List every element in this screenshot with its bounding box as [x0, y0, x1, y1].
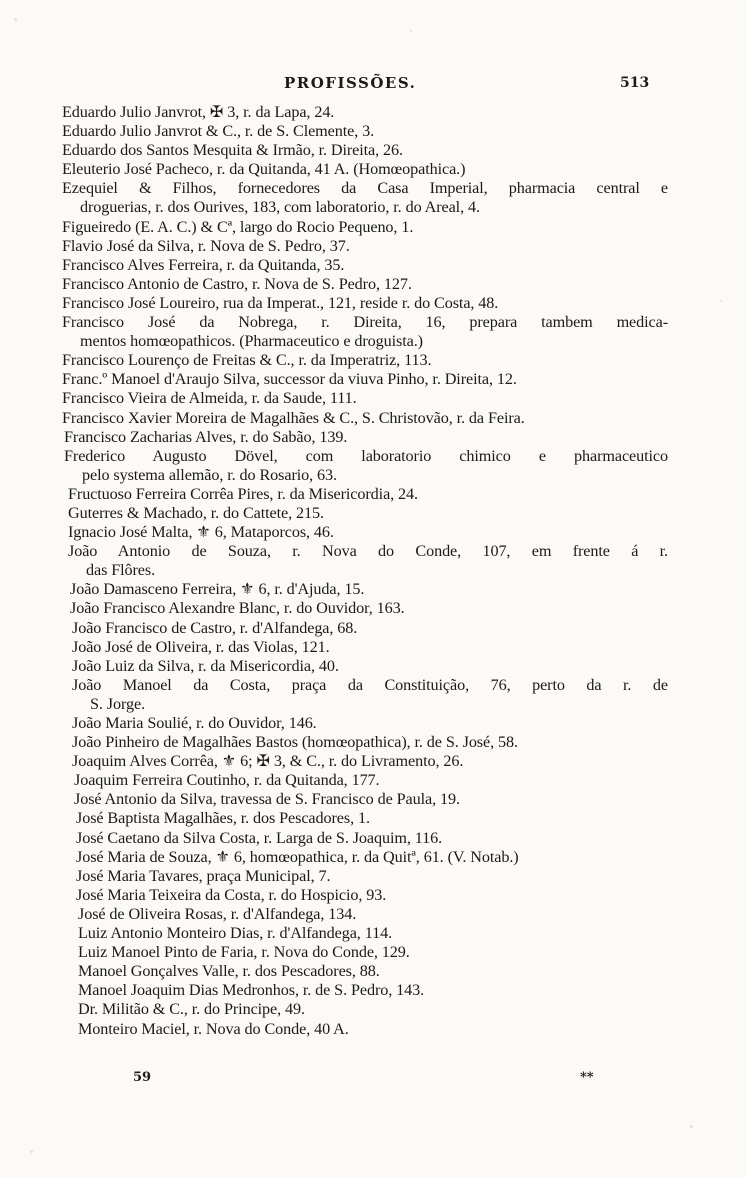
entry-line: Francisco Xavier Moreira de Magalhães & C., S. Christovão, r. da Feira. [62, 408, 525, 427]
entry-line: João Damasceno Ferreira, ⚜ 6, r. d'Ajuda, 15. [70, 580, 365, 599]
directory-entry [72, 714, 747, 733]
directory-entry [72, 676, 747, 714]
directory-entry [72, 752, 747, 771]
paper-speck [14, 18, 17, 21]
entry-line: Francisco José Loureiro, rua da Imperat., 121, reside r. do Costa, 48. [62, 293, 499, 312]
entry-line: Flavio José da Silva, r. Nova de S. Pedro, 37. [62, 236, 350, 255]
entry-line: José Baptista Magalhães, r. dos Pescadores, 1. [76, 809, 370, 828]
directory-entry [74, 771, 747, 790]
directory-entry [68, 504, 747, 523]
entry-line: Monteiro Maciel, r. Nova do Conde, 40 A. [78, 1019, 349, 1038]
entry-continuation-line: mentos homœopathicos. (Pharmaceutico e droguista.) [80, 332, 423, 351]
directory-entry [62, 275, 747, 294]
directory-entry [74, 790, 747, 809]
entry-line: José Maria Teixeira da Costa, r. do Hospicio, 93. [76, 885, 387, 904]
entry-line: Luiz Antonio Monteiro Dias, r. d'Alfandega, 114. [78, 924, 393, 943]
directory-entry [78, 943, 747, 962]
directory-entry [78, 981, 747, 1000]
directory-entry [62, 294, 747, 313]
directory-entry [64, 428, 747, 447]
directory-entry [62, 218, 747, 237]
entry-line: Manoel Gonçalves Valle, r. dos Pescadores, 88. [78, 962, 380, 981]
directory-entry [68, 523, 747, 542]
paper-speck [410, 30, 412, 32]
entry-line: Eduardo Julio Janvrot & C., r. de S. Clemente, 3. [62, 122, 375, 141]
entry-line: João José de Oliveira, r. das Violas, 121. [72, 637, 330, 656]
page-number: 513 [620, 75, 650, 91]
entry-line: José Maria de Souza, ⚜ 6, homœopathica, r. da Quitª, 61. (V. Notab.) [76, 847, 519, 866]
directory-entry [62, 351, 747, 370]
entry-line: Ezequiel & Filhos, fornecedores da Casa Imperial, pharmacia central e [62, 179, 668, 198]
entry-line: Figueiredo (E. A. C.) & Cª, largo do Rocio Pequeno, 1. [62, 217, 414, 236]
entry-line: Ignacio José Malta, ⚜ 6, Mataporcos, 46. [68, 523, 334, 542]
signature-mark: 59 [133, 1070, 152, 1085]
directory-entry [72, 657, 747, 676]
directory-entry [72, 638, 747, 657]
directory-entry [70, 599, 747, 618]
directory-entry [62, 237, 747, 256]
entry-line: João Pinheiro de Magalhães Bastos (homœopathica), r. de S. José, 58. [72, 733, 518, 752]
entry-continuation-line: S. Jorge. [90, 694, 146, 713]
entry-line: Dr. Militão & C., r. do Principe, 49. [78, 1000, 305, 1019]
entry-line: José Caetano da Silva Costa, r. Larga de S. Joaquim, 116. [76, 828, 443, 847]
directory-entry [62, 141, 747, 160]
directory-entry [78, 905, 747, 924]
entry-line: Francisco Lourenço de Freitas & C., r. da Imperatriz, 113. [62, 351, 432, 370]
entry-continuation-line: droguerias, r. dos Ourives, 183, com laboratorio, r. do Areal, 4. [80, 198, 480, 217]
entry-line: Joaquim Alves Corrêa, ⚜ 6; ✠ 3, & C., r. do Livramento, 26. [72, 752, 464, 771]
directory-entry [62, 103, 747, 122]
entry-line: Luiz Manoel Pinto de Faria, r. Nova do Conde, 129. [78, 943, 410, 962]
directory-entry [72, 619, 747, 638]
directory-entry [68, 485, 747, 504]
directory-list [0, 103, 747, 1039]
directory-entry [76, 886, 747, 905]
directory-entry [76, 867, 747, 886]
entry-line: Francisco Vieira de Almeida, r. da Saude, 111. [62, 389, 357, 408]
entry-line: João Francisco Alexandre Blanc, r. do Ouvidor, 163. [70, 599, 405, 618]
entry-line: João Luiz da Silva, r. da Misericordia, 40. [72, 656, 339, 675]
page-footer [0, 1070, 747, 1094]
paper-speck [690, 1125, 693, 1128]
directory-entry [78, 962, 747, 981]
entry-line: Guterres & Machado, r. do Cattete, 215. [68, 503, 324, 522]
directory-entry [78, 924, 747, 943]
directory-entry [70, 580, 747, 599]
entry-line: José de Oliveira Rosas, r. d'Alfandega, 134. [78, 904, 357, 923]
entry-line: João Manoel da Costa, praça da Constituição, 76, perto da r. de [72, 675, 668, 694]
directory-entry [76, 809, 747, 828]
directory-entry [62, 122, 747, 141]
directory-entry [62, 256, 747, 275]
entry-line: Francisco Antonio de Castro, r. Nova de S. Pedro, 127. [62, 274, 412, 293]
entry-line: Francisco Zacharias Alves, r. do Sabão, 139. [64, 427, 348, 446]
printer-mark: ** [580, 1070, 594, 1085]
entry-line: Eduardo Julio Janvrot, ✠ 3, r. da Lapa, 24. [62, 103, 335, 121]
entry-line: Joaquim Ferreira Coutinho, r. da Quitanda, 177. [74, 771, 380, 790]
directory-entry [72, 733, 747, 752]
directory-entry [76, 829, 747, 848]
paper-speck [720, 300, 722, 302]
directory-entry [62, 160, 747, 179]
directory-entry [62, 409, 747, 428]
entry-continuation-line: das Flôres. [86, 561, 156, 580]
directory-entry [76, 848, 747, 867]
entry-line: Manoel Joaquim Dias Medronhos, r. de S. Pedro, 143. [78, 981, 425, 1000]
paper-speck [30, 1150, 33, 1153]
directory-entry [78, 1020, 747, 1039]
directory-entry [78, 1000, 747, 1019]
entry-line: Frederico Augusto Dövel, com laboratorio chimico e pharmaceutico [64, 446, 668, 465]
directory-entry [62, 370, 747, 389]
entry-line: João Maria Soulié, r. do Ouvidor, 146. [72, 714, 317, 732]
page-header [0, 74, 747, 98]
entry-line: João Antonio de Souza, r. Nova do Conde, 107, em frente á r. [68, 542, 668, 561]
entry-line: Franc.º Manoel d'Araujo Silva, successor da viuva Pinho, r. Direita, 12. [62, 370, 517, 389]
directory-entry [62, 179, 747, 217]
entry-line: Francisco José da Nobrega, r. Direita, 16, prepara tambem medica- [62, 313, 668, 332]
entry-line: João Francisco de Castro, r. d'Alfandega, 68. [72, 618, 358, 637]
entry-line: Eduardo dos Santos Mesquita & Irmão, r. Direita, 26. [62, 141, 403, 160]
entry-continuation-line: pelo systema allemão, r. do Rosario, 63. [82, 465, 337, 484]
entry-line: José Antonio da Silva, travessa de S. Francisco de Paula, 19. [74, 790, 460, 809]
page-title: PROFISSÕES. [284, 74, 417, 92]
entry-line: José Maria Tavares, praça Municipal, 7. [76, 866, 331, 885]
directory-entry [62, 313, 747, 351]
entry-line: Fructuoso Ferreira Corrêa Pires, r. da Misericordia, 24. [68, 484, 418, 503]
directory-entry [68, 542, 747, 580]
entry-line: Eleuterio José Pacheco, r. da Quitanda, 41 A. (Homœopathica.) [62, 160, 466, 179]
directory-entry [64, 447, 747, 485]
entry-line: Francisco Alves Ferreira, r. da Quitanda, 35. [62, 255, 345, 274]
directory-entry [62, 389, 747, 408]
